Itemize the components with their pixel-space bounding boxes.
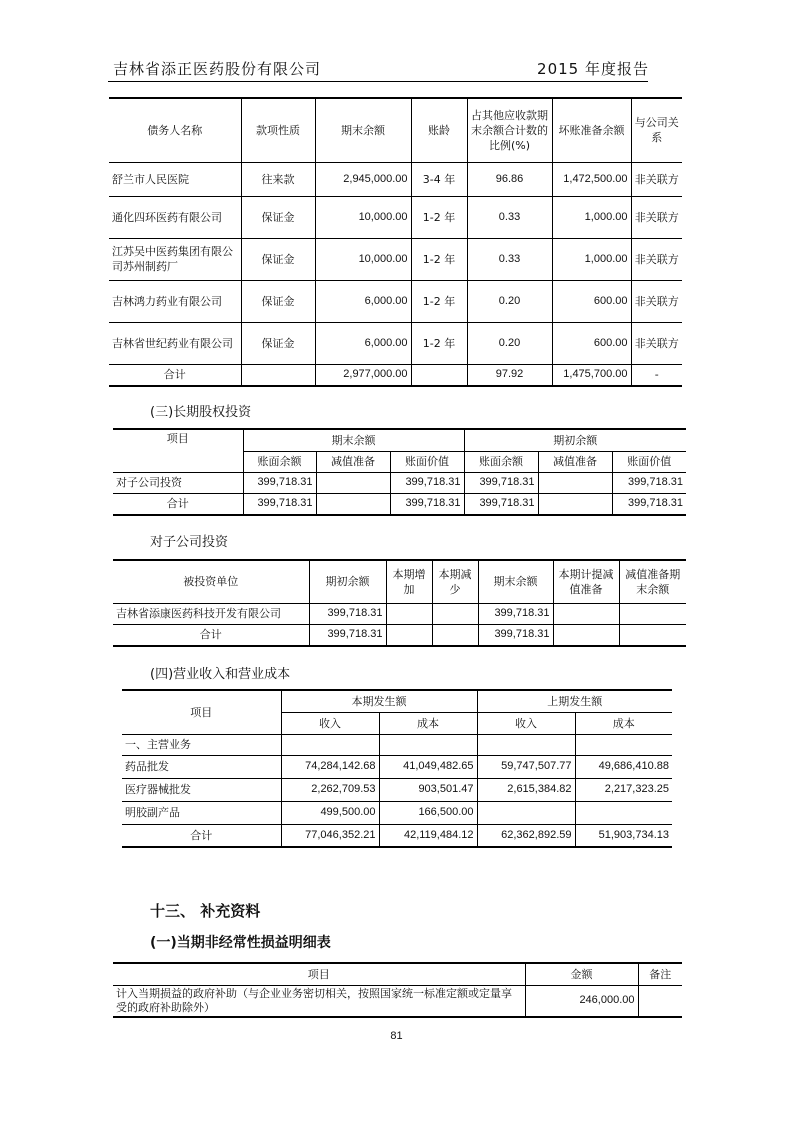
table-cell: 6,000.00 bbox=[315, 322, 411, 364]
header-cell: 备注 bbox=[638, 963, 682, 985]
table-cell: 3-4 年 bbox=[411, 162, 467, 196]
table-total-row bbox=[113, 624, 686, 646]
table-cell: 非关联方 bbox=[631, 322, 682, 364]
header-cell: 减值准备 bbox=[316, 451, 390, 472]
table-cell bbox=[553, 624, 619, 646]
table-header-row bbox=[113, 560, 686, 603]
table-cell: 保证金 bbox=[241, 280, 315, 322]
header-cell: 坏账准备余额 bbox=[552, 98, 631, 162]
table-cell: 246,000.00 bbox=[525, 985, 638, 1017]
table-cell bbox=[411, 364, 467, 386]
table-cell bbox=[281, 734, 379, 755]
header-cell: 本期减少 bbox=[432, 560, 478, 603]
table-cell: 399,718.31 bbox=[612, 493, 686, 515]
table-cell: 2,945,000.00 bbox=[315, 162, 411, 196]
table-cell: 49,686,410.88 bbox=[575, 755, 672, 778]
table-cell bbox=[316, 493, 390, 515]
table-cell: 往来款 bbox=[241, 162, 315, 196]
table-cell: 吉林省世纪药业有限公司 bbox=[109, 322, 241, 364]
header-cell: 成本 bbox=[575, 712, 672, 734]
table-cell: 2,977,000.00 bbox=[315, 364, 411, 386]
table-cell: 1-2 年 bbox=[411, 280, 467, 322]
header-cell: 本期计提减值准备 bbox=[553, 560, 619, 603]
table-cell: 600.00 bbox=[552, 280, 631, 322]
header-report-title: 2015 年度报告 bbox=[537, 60, 649, 78]
table-cell: 0.20 bbox=[467, 280, 552, 322]
header-cell: 账面价值 bbox=[612, 451, 686, 472]
equity-investment-table bbox=[113, 428, 686, 516]
table-row bbox=[122, 755, 672, 778]
header-cell: 期末余额 bbox=[243, 429, 464, 451]
table-cell: 对子公司投资 bbox=[113, 472, 243, 493]
table-cell: 合计 bbox=[113, 624, 309, 646]
header-company: 吉林省添正医药股份有限公司 bbox=[113, 60, 322, 78]
table-cell: 399,718.31 bbox=[243, 493, 316, 515]
table-cell bbox=[477, 801, 575, 824]
header-cell: 金额 bbox=[525, 963, 638, 985]
table-cell bbox=[379, 734, 477, 755]
table-cell: 399,718.31 bbox=[309, 624, 386, 646]
table-cell: 舒兰市人民医院 bbox=[109, 162, 241, 196]
header-cell: 收入 bbox=[477, 712, 575, 734]
header-cell: 债务人名称 bbox=[109, 98, 241, 162]
table-cell: 江苏吴中医药集团有限公司苏州制药厂 bbox=[109, 238, 241, 280]
table-cell: 399,718.31 bbox=[243, 472, 316, 493]
table-cell: 合计 bbox=[109, 364, 241, 386]
table-row bbox=[113, 603, 686, 624]
table-cell: 1,475,700.00 bbox=[552, 364, 631, 386]
table-cell: 59,747,507.77 bbox=[477, 755, 575, 778]
section-title: (三)长期股权投资 bbox=[150, 405, 252, 420]
table-cell: 1-2 年 bbox=[411, 322, 467, 364]
table-cell bbox=[619, 624, 686, 646]
header-cell: 成本 bbox=[379, 712, 477, 734]
table-row bbox=[109, 280, 682, 322]
table-cell: 非关联方 bbox=[631, 162, 682, 196]
table-cell: 1,000.00 bbox=[552, 196, 631, 238]
header-cell: 项目 bbox=[113, 963, 525, 985]
table-cell: 1-2 年 bbox=[411, 196, 467, 238]
table-cell bbox=[432, 603, 478, 624]
table-cell bbox=[619, 603, 686, 624]
revenue-cost-table bbox=[122, 689, 672, 848]
table-cell: 药品批发 bbox=[122, 755, 281, 778]
nonrecurring-table bbox=[113, 962, 682, 1018]
header-cell: 与公司关系 bbox=[631, 98, 682, 162]
table-cell: 10,000.00 bbox=[315, 196, 411, 238]
header-cell: 占其他应收款期末余额合计数的比例(%) bbox=[467, 98, 552, 162]
table-header-row bbox=[122, 690, 672, 712]
table-cell: 0.33 bbox=[467, 196, 552, 238]
table-cell: 0.33 bbox=[467, 238, 552, 280]
table-cell: 77,046,352.21 bbox=[281, 824, 379, 847]
table-total-row bbox=[122, 824, 672, 847]
table-cell: 2,262,709.53 bbox=[281, 778, 379, 801]
table-cell: 明胶副产品 bbox=[122, 801, 281, 824]
table-cell bbox=[575, 734, 672, 755]
table-row bbox=[109, 162, 682, 196]
table-row bbox=[122, 801, 672, 824]
header-cell: 期初余额 bbox=[464, 429, 686, 451]
table-total-row bbox=[109, 364, 682, 386]
table-cell: 97.92 bbox=[467, 364, 552, 386]
table-cell: 合计 bbox=[122, 824, 281, 847]
table-cell: 399,718.31 bbox=[478, 603, 553, 624]
header-cell: 账面价值 bbox=[390, 451, 464, 472]
table-row bbox=[122, 734, 672, 755]
table-cell: 非关联方 bbox=[631, 196, 682, 238]
header-cell: 账面余额 bbox=[243, 451, 316, 472]
table-cell: 非关联方 bbox=[631, 238, 682, 280]
table-cell bbox=[538, 472, 612, 493]
header-cell: 账面余额 bbox=[464, 451, 538, 472]
table-row bbox=[122, 778, 672, 801]
table-cell: 399,718.31 bbox=[390, 472, 464, 493]
table-cell: 1,000.00 bbox=[552, 238, 631, 280]
header-cell: 期末余额 bbox=[315, 98, 411, 162]
table-total-row bbox=[113, 493, 686, 515]
table-cell: 吉林省添康医药科技开发有限公司 bbox=[113, 603, 309, 624]
table-cell: 计入当期损益的政府补助（与企业业务密切相关，按照国家统一标准定额或定量享受的政府补助除外） bbox=[113, 985, 525, 1017]
table-cell: 166,500.00 bbox=[379, 801, 477, 824]
table-cell: 1-2 年 bbox=[411, 238, 467, 280]
table-cell: 一、主营业务 bbox=[122, 734, 281, 755]
table-cell: 399,718.31 bbox=[464, 493, 538, 515]
table-cell: 非关联方 bbox=[631, 280, 682, 322]
table-cell: 吉林鸿力药业有限公司 bbox=[109, 280, 241, 322]
header-cell: 减值准备期末余额 bbox=[619, 560, 686, 603]
table-cell: 保证金 bbox=[241, 196, 315, 238]
table-cell: 2,217,323.25 bbox=[575, 778, 672, 801]
table-cell: 399,718.31 bbox=[464, 472, 538, 493]
table-cell bbox=[386, 624, 432, 646]
header-cell: 本期发生额 bbox=[281, 690, 477, 712]
header-cell: 款项性质 bbox=[241, 98, 315, 162]
table-cell: 96.86 bbox=[467, 162, 552, 196]
table-cell: 合计 bbox=[113, 493, 243, 515]
header-cell: 账龄 bbox=[411, 98, 467, 162]
table-header-row bbox=[113, 429, 686, 451]
table-cell: 903,501.47 bbox=[379, 778, 477, 801]
table-cell: 399,718.31 bbox=[612, 472, 686, 493]
header-cell: 项目 bbox=[113, 429, 243, 472]
table-cell: 399,718.31 bbox=[309, 603, 386, 624]
table-cell: 0.20 bbox=[467, 322, 552, 364]
table-cell: 399,718.31 bbox=[478, 624, 553, 646]
table-cell: 41,049,482.65 bbox=[379, 755, 477, 778]
table-header-row bbox=[113, 963, 682, 985]
table-row bbox=[113, 985, 682, 1017]
header-cell: 期末余额 bbox=[478, 560, 553, 603]
debtor-table bbox=[109, 97, 682, 387]
table-cell: 保证金 bbox=[241, 238, 315, 280]
header-cell: 本期增加 bbox=[386, 560, 432, 603]
table-cell: 1,472,500.00 bbox=[552, 162, 631, 196]
table-row bbox=[109, 322, 682, 364]
table-cell: 74,284,142.68 bbox=[281, 755, 379, 778]
table-cell: 51,903,734.13 bbox=[575, 824, 672, 847]
table-cell: 42,119,484.12 bbox=[379, 824, 477, 847]
subsidiary-investment-table bbox=[113, 559, 686, 647]
table-row bbox=[109, 238, 682, 280]
table-cell: 499,500.00 bbox=[281, 801, 379, 824]
subsection-heading: (一)当期非经常性损益明细表 bbox=[150, 935, 331, 951]
table-cell bbox=[241, 364, 315, 386]
table-cell bbox=[638, 985, 682, 1017]
header-cell: 上期发生额 bbox=[477, 690, 672, 712]
page-number: 81 bbox=[390, 1030, 403, 1042]
table-cell: 保证金 bbox=[241, 322, 315, 364]
table-cell bbox=[553, 603, 619, 624]
table-cell bbox=[432, 624, 478, 646]
header-cell: 被投资单位 bbox=[113, 560, 309, 603]
header-cell: 收入 bbox=[281, 712, 379, 734]
header-rule bbox=[108, 81, 648, 82]
table-cell bbox=[575, 801, 672, 824]
table-cell bbox=[316, 472, 390, 493]
section-title: (四)营业收入和营业成本 bbox=[150, 667, 291, 682]
subsection-title: 对子公司投资 bbox=[150, 535, 229, 550]
table-cell: 医疗器械批发 bbox=[122, 778, 281, 801]
table-cell: 6,000.00 bbox=[315, 280, 411, 322]
table-cell: 2,615,384.82 bbox=[477, 778, 575, 801]
table-cell bbox=[477, 734, 575, 755]
table-cell bbox=[538, 493, 612, 515]
table-row bbox=[113, 472, 686, 493]
table-cell: 62,362,892.59 bbox=[477, 824, 575, 847]
section-heading: 十三、 补充资料 bbox=[150, 902, 261, 920]
table-cell bbox=[386, 603, 432, 624]
table-cell: 通化四环医药有限公司 bbox=[109, 196, 241, 238]
table-cell: 600.00 bbox=[552, 322, 631, 364]
header-cell: 项目 bbox=[122, 690, 281, 734]
table-cell: 10,000.00 bbox=[315, 238, 411, 280]
table-cell: 399,718.31 bbox=[390, 493, 464, 515]
table-header-row bbox=[109, 98, 682, 162]
header-cell: 期初余额 bbox=[309, 560, 386, 603]
table-row bbox=[109, 196, 682, 238]
header-cell: 减值准备 bbox=[538, 451, 612, 472]
table-cell: - bbox=[631, 364, 682, 386]
